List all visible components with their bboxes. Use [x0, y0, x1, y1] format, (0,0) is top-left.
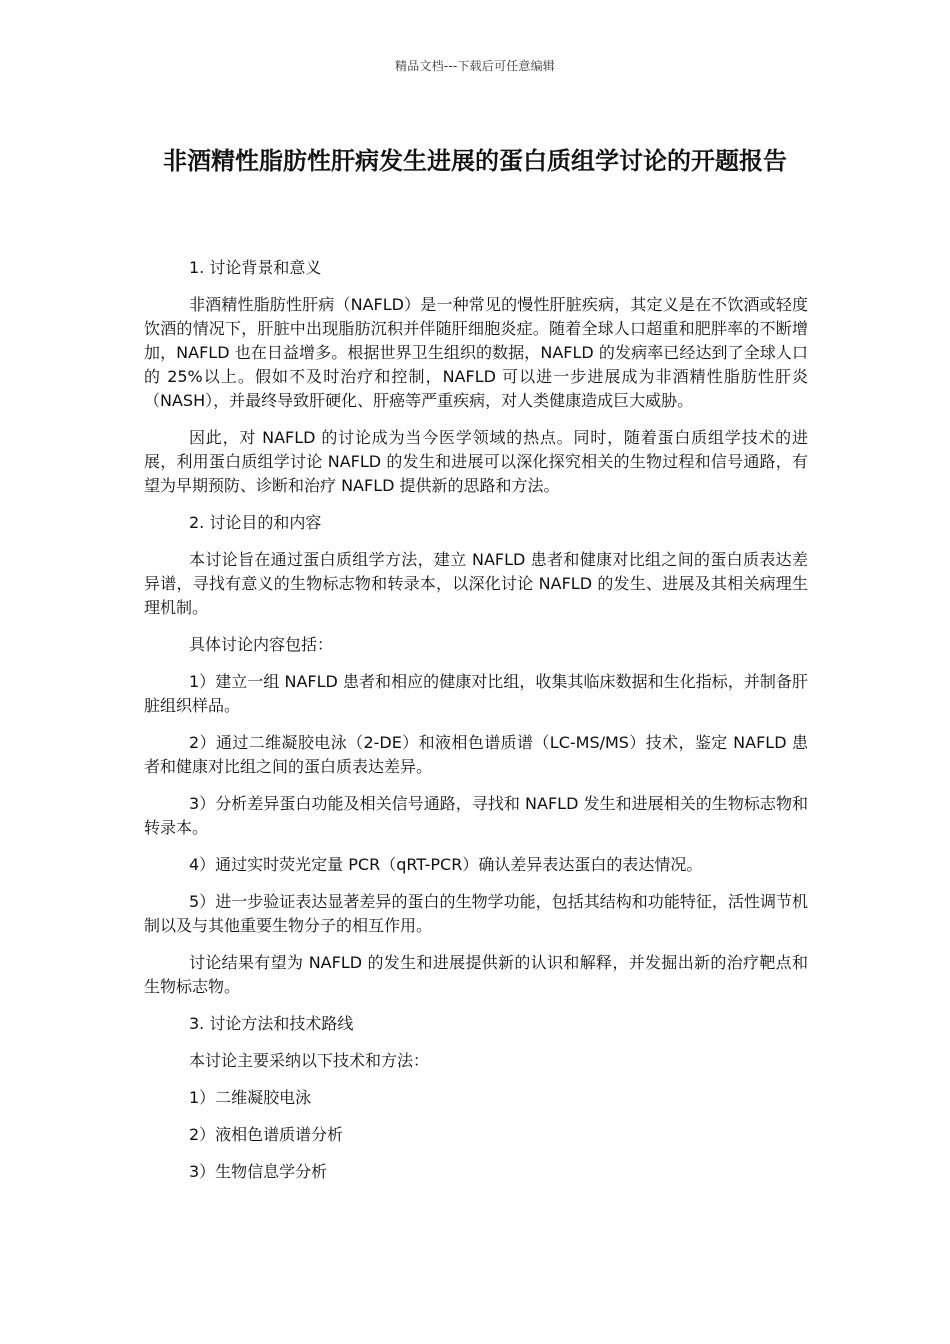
section-heading-objectives: 2. 讨论目的和内容	[189, 513, 322, 532]
header-note: 精品文档---下载后可任意编辑	[395, 59, 555, 73]
section-heading-methods: 3. 讨论方法和技术路线	[189, 1014, 354, 1033]
section-heading-background: 1. 讨论背景和意义	[189, 258, 322, 277]
list-item-content-2: 2）通过二维凝胶电泳（2-DE）和液相色谱质谱（LC-MS/MS）技术，鉴定 NAFLD 患者和健康对比组之间的蛋白质表达差异。	[144, 733, 808, 776]
document-title: 非酒精性脂肪性肝病发生进展的蛋白质组学讨论的开题报告	[163, 147, 787, 175]
paragraph-expected-results: 讨论结果有望为 NAFLD 的发生和进展提供新的认识和解释，并发掘出新的治疗靶点和生物标志物。	[144, 953, 808, 996]
paragraph-nafld-definition: 非酒精性脂肪性肝病（NAFLD）是一种常见的慢性肝脏疾病，其定义是在不饮酒或轻度饮酒的情况下，肝脏中出现脂肪沉积并伴随肝细胞炎症。随着全球人口超重和肥胖率的不断增加，NAFLD 也在日益增多。根据世界卫生组织的数据，NAFLD 的发病率已经达到了全球人口的 25%以上。假如不及时治疗和控制，NAFLD 可以进一步进展成为非酒精性脂肪性肝炎（NASH），并最终导致肝硬化、肝癌等严重疾病，对人类健康造成巨大威胁。	[144, 295, 808, 410]
list-item-method-2: 2）液相色谱质谱分析	[189, 1125, 344, 1144]
paragraph-content-intro: 具体讨论内容包括：	[189, 635, 334, 654]
paragraph-objective: 本讨论旨在通过蛋白质组学方法，建立 NAFLD 患者和健康对比组之间的蛋白质表达差异谱，寻找有意义的生物标志物和转录本，以深化讨论 NAFLD 的发生、进展及其相关病理生理机制。	[144, 550, 808, 617]
list-item-content-5: 5）进一步验证表达显著差异的蛋白的生物学功能，包括其结构和功能特征，活性调节机制以及与其他重要生物分子的相互作用。	[144, 892, 808, 935]
list-item-content-3: 3）分析差异蛋白功能及相关信号通路，寻找和 NAFLD 发生和进展相关的生物标志物和转录本。	[144, 794, 808, 837]
paragraph-research-hotspot: 因此，对 NAFLD 的讨论成为当今医学领域的热点。同时，随着蛋白质组学技术的进展，利用蛋白质组学讨论 NAFLD 的发生和进展可以深化探究相关的生物过程和信号通路，有望为早期预防、诊断和治疗 NAFLD 提供新的思路和方法。	[144, 428, 808, 495]
list-item-method-1: 1）二维凝胶电泳	[189, 1088, 312, 1107]
list-item-content-4: 4）通过实时荧光定量 PCR（qRT-PCR）确认差异表达蛋白的表达情况。	[189, 855, 703, 874]
document-body	[144, 256, 808, 1197]
list-item-content-1: 1）建立一组 NAFLD 患者和相应的健康对比组，收集其临床数据和生化指标，并制备肝脏组织样品。	[144, 672, 808, 715]
list-item-method-3: 3）生物信息学分析	[189, 1162, 328, 1181]
paragraph-methods-intro: 本讨论主要采纳以下技术和方法：	[189, 1051, 430, 1070]
